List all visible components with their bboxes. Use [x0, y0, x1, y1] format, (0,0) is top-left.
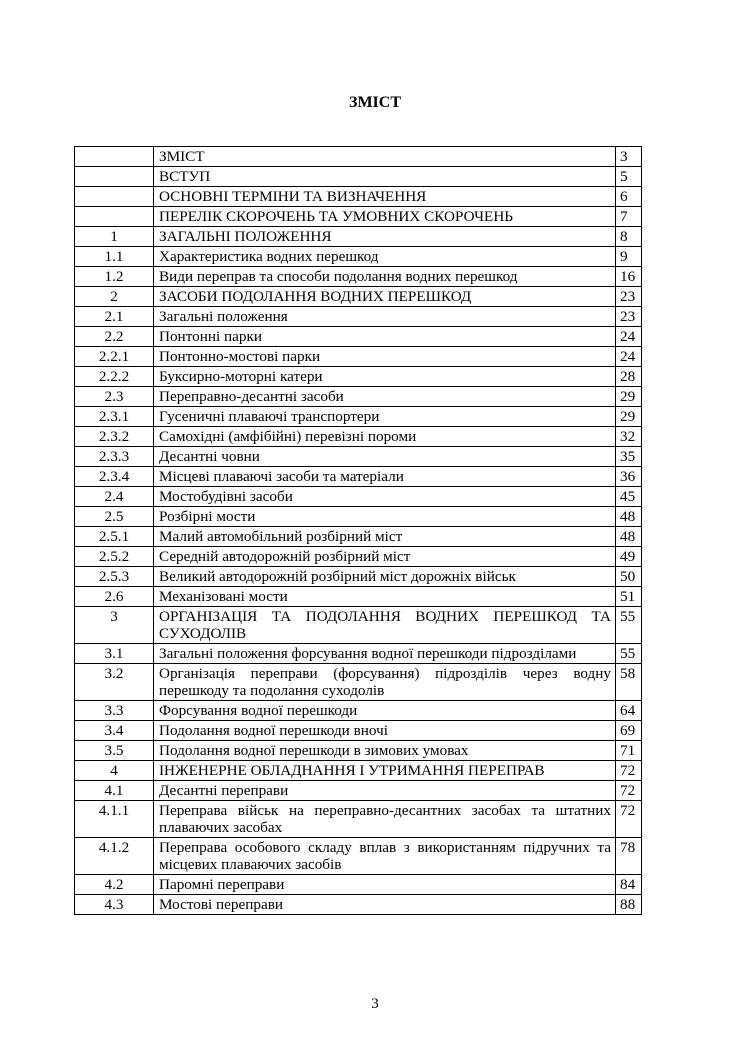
toc-section-title: ВСТУП — [154, 167, 616, 187]
toc-page-number: 78 — [616, 838, 642, 875]
toc-section-title: Мостобудівні засоби — [154, 487, 616, 507]
toc-section-title: ПЕРЕЛІК СКОРОЧЕНЬ ТА УМОВНИХ СКОРОЧЕНЬ — [154, 207, 616, 227]
toc-section-number: 4 — [75, 761, 154, 781]
toc-page-number: 45 — [616, 487, 642, 507]
toc-row — [75, 147, 642, 167]
toc-page-number: 24 — [616, 347, 642, 367]
toc-page-number: 48 — [616, 507, 642, 527]
toc-row — [75, 875, 642, 895]
toc-section-title: Самохідні (амфібійні) перевізні пороми — [154, 427, 616, 447]
toc-page-number: 49 — [616, 547, 642, 567]
toc-page-number: 88 — [616, 895, 642, 915]
toc-row — [75, 207, 642, 227]
toc-page-number: 32 — [616, 427, 642, 447]
toc-row — [75, 547, 642, 567]
toc-section-number: 2.5.1 — [75, 527, 154, 547]
toc-section-title: Мостові переправи — [154, 895, 616, 915]
toc-page-number: 55 — [616, 644, 642, 664]
toc-section-title: Понтонно-мостові парки — [154, 347, 616, 367]
toc-section-number: 2.5.3 — [75, 567, 154, 587]
toc-section-number: 2.2 — [75, 327, 154, 347]
toc-page-number: 71 — [616, 741, 642, 761]
toc-body — [75, 147, 642, 915]
toc-page-number: 16 — [616, 267, 642, 287]
toc-page-number: 29 — [616, 387, 642, 407]
toc-page-number: 7 — [616, 207, 642, 227]
toc-row — [75, 801, 642, 838]
toc-row — [75, 427, 642, 447]
toc-row — [75, 347, 642, 367]
toc-page-number: 36 — [616, 467, 642, 487]
toc-row — [75, 447, 642, 467]
toc-row — [75, 327, 642, 347]
toc-page-number: 8 — [616, 227, 642, 247]
toc-section-title: Характеристика водних перешкод — [154, 247, 616, 267]
toc-row — [75, 838, 642, 875]
toc-section-title: Форсування водної перешкоди — [154, 701, 616, 721]
toc-section-title: Великий автодорожній розбірний міст дорожніх військ — [154, 567, 616, 587]
toc-row — [75, 487, 642, 507]
toc-section-number: 1.2 — [75, 267, 154, 287]
toc-page-number: 48 — [616, 527, 642, 547]
toc-page-number: 72 — [616, 761, 642, 781]
toc-section-number: 4.3 — [75, 895, 154, 915]
toc-section-number: 2.5 — [75, 507, 154, 527]
toc-section-number: 2.2.1 — [75, 347, 154, 367]
toc-section-number: 2.3.2 — [75, 427, 154, 447]
toc-page-number: 55 — [616, 607, 642, 644]
toc-row — [75, 227, 642, 247]
toc-section-number: 3.3 — [75, 701, 154, 721]
toc-section-number: 2.2.2 — [75, 367, 154, 387]
toc-section-title: Загальні положення — [154, 307, 616, 327]
toc-section-number: 2.3 — [75, 387, 154, 407]
toc-section-title: Переправа військ на переправно-десантних засобах та штатних плаваючих засобах — [154, 801, 616, 838]
toc-section-number — [75, 167, 154, 187]
toc-section-title: Розбірні мости — [154, 507, 616, 527]
toc-section-number — [75, 187, 154, 207]
toc-row — [75, 167, 642, 187]
toc-section-title: Десантні човни — [154, 447, 616, 467]
toc-section-title: Гусеничні плаваючі транспортери — [154, 407, 616, 427]
toc-row — [75, 761, 642, 781]
toc-page-number: 6 — [616, 187, 642, 207]
toc-row — [75, 507, 642, 527]
toc-row — [75, 307, 642, 327]
toc-section-number: 1 — [75, 227, 154, 247]
toc-row — [75, 741, 642, 761]
toc-section-title: ЗАСОБИ ПОДОЛАННЯ ВОДНИХ ПЕРЕШКОД — [154, 287, 616, 307]
toc-row — [75, 387, 642, 407]
toc-row — [75, 701, 642, 721]
toc-section-title: Середній автодорожній розбірний міст — [154, 547, 616, 567]
toc-row — [75, 247, 642, 267]
toc-section-number: 3.2 — [75, 664, 154, 701]
toc-row — [75, 407, 642, 427]
toc-page-number: 58 — [616, 664, 642, 701]
toc-page-number: 9 — [616, 247, 642, 267]
page-title: ЗМІСТ — [349, 94, 401, 111]
toc-section-title: Види переправ та способи подолання водних перешкод — [154, 267, 616, 287]
toc-section-title: Буксирно-моторні катери — [154, 367, 616, 387]
toc-row — [75, 721, 642, 741]
toc-page-number: 29 — [616, 407, 642, 427]
toc-section-number: 4.1 — [75, 781, 154, 801]
toc-section-number: 4.1.1 — [75, 801, 154, 838]
toc-section-number: 2.3.4 — [75, 467, 154, 487]
toc-page-number: 72 — [616, 801, 642, 838]
toc-page-number: 23 — [616, 287, 642, 307]
toc-section-title: ІНЖЕНЕРНЕ ОБЛАДНАННЯ І УТРИМАННЯ ПЕРЕПРАВ — [154, 761, 616, 781]
toc-row — [75, 644, 642, 664]
toc-section-number: 2 — [75, 287, 154, 307]
toc-section-title: Паромні переправи — [154, 875, 616, 895]
toc-row — [75, 467, 642, 487]
toc-row — [75, 367, 642, 387]
toc-row — [75, 587, 642, 607]
page-number: 3 — [371, 996, 379, 1012]
toc-row — [75, 607, 642, 644]
toc-section-number: 2.6 — [75, 587, 154, 607]
toc-page-number: 50 — [616, 567, 642, 587]
toc-section-number: 2.3.1 — [75, 407, 154, 427]
toc-section-number — [75, 147, 154, 167]
toc-section-number: 4.2 — [75, 875, 154, 895]
toc-page-number: 72 — [616, 781, 642, 801]
toc-section-title: Механізовані мости — [154, 587, 616, 607]
toc-section-title: Загальні положення форсування водної перешкоди підрозділами — [154, 644, 616, 664]
toc-section-number: 3.1 — [75, 644, 154, 664]
toc-section-number: 2.5.2 — [75, 547, 154, 567]
toc-section-number: 2.4 — [75, 487, 154, 507]
toc-row — [75, 567, 642, 587]
toc-section-title: Понтонні парки — [154, 327, 616, 347]
toc-section-number: 4.1.2 — [75, 838, 154, 875]
toc-section-title: Переправа особового складу вплав з використанням підручних та місцевих плаваючих засобів — [154, 838, 616, 875]
toc-section-title: Десантні переправи — [154, 781, 616, 801]
toc-section-title: Переправно-десантні засоби — [154, 387, 616, 407]
table-of-contents — [74, 146, 642, 915]
toc-section-title: ОСНОВНІ ТЕРМІНИ ТА ВИЗНАЧЕННЯ — [154, 187, 616, 207]
toc-row — [75, 267, 642, 287]
toc-section-number: 2.1 — [75, 307, 154, 327]
toc-section-title: ЗМІСТ — [154, 147, 616, 167]
toc-section-number: 3 — [75, 607, 154, 644]
toc-section-title: ЗАГАЛЬНІ ПОЛОЖЕННЯ — [154, 227, 616, 247]
toc-row — [75, 187, 642, 207]
toc-section-number: 3.4 — [75, 721, 154, 741]
toc-page-number: 3 — [616, 147, 642, 167]
toc-section-number — [75, 207, 154, 227]
toc-page-number: 69 — [616, 721, 642, 741]
toc-row — [75, 287, 642, 307]
toc-section-title: Подолання водної перешкоди в зимових умовах — [154, 741, 616, 761]
toc-section-title: Організація переправи (форсування) підрозділів через водну перешкоду та подолання суходолів — [154, 664, 616, 701]
toc-row — [75, 895, 642, 915]
toc-section-title: Місцеві плаваючі засоби та матеріали — [154, 467, 616, 487]
toc-section-number: 1.1 — [75, 247, 154, 267]
toc-page-number: 24 — [616, 327, 642, 347]
toc-section-title: Подолання водної перешкоди вночі — [154, 721, 616, 741]
toc-page-number: 35 — [616, 447, 642, 467]
toc-section-number: 2.3.3 — [75, 447, 154, 467]
toc-section-number: 3.5 — [75, 741, 154, 761]
toc-page-number: 5 — [616, 167, 642, 187]
toc-page-number: 84 — [616, 875, 642, 895]
toc-section-title: Малий автомобільний розбірний міст — [154, 527, 616, 547]
toc-row — [75, 664, 642, 701]
toc-page-number: 51 — [616, 587, 642, 607]
toc-page-number: 64 — [616, 701, 642, 721]
toc-page-number: 28 — [616, 367, 642, 387]
toc-section-title: ОРГАНІЗАЦІЯ ТА ПОДОЛАННЯ ВОДНИХ ПЕРЕШКОД ТА СУХОДОЛІВ — [154, 607, 616, 644]
toc-page-number: 23 — [616, 307, 642, 327]
toc-row — [75, 527, 642, 547]
toc-row — [75, 781, 642, 801]
